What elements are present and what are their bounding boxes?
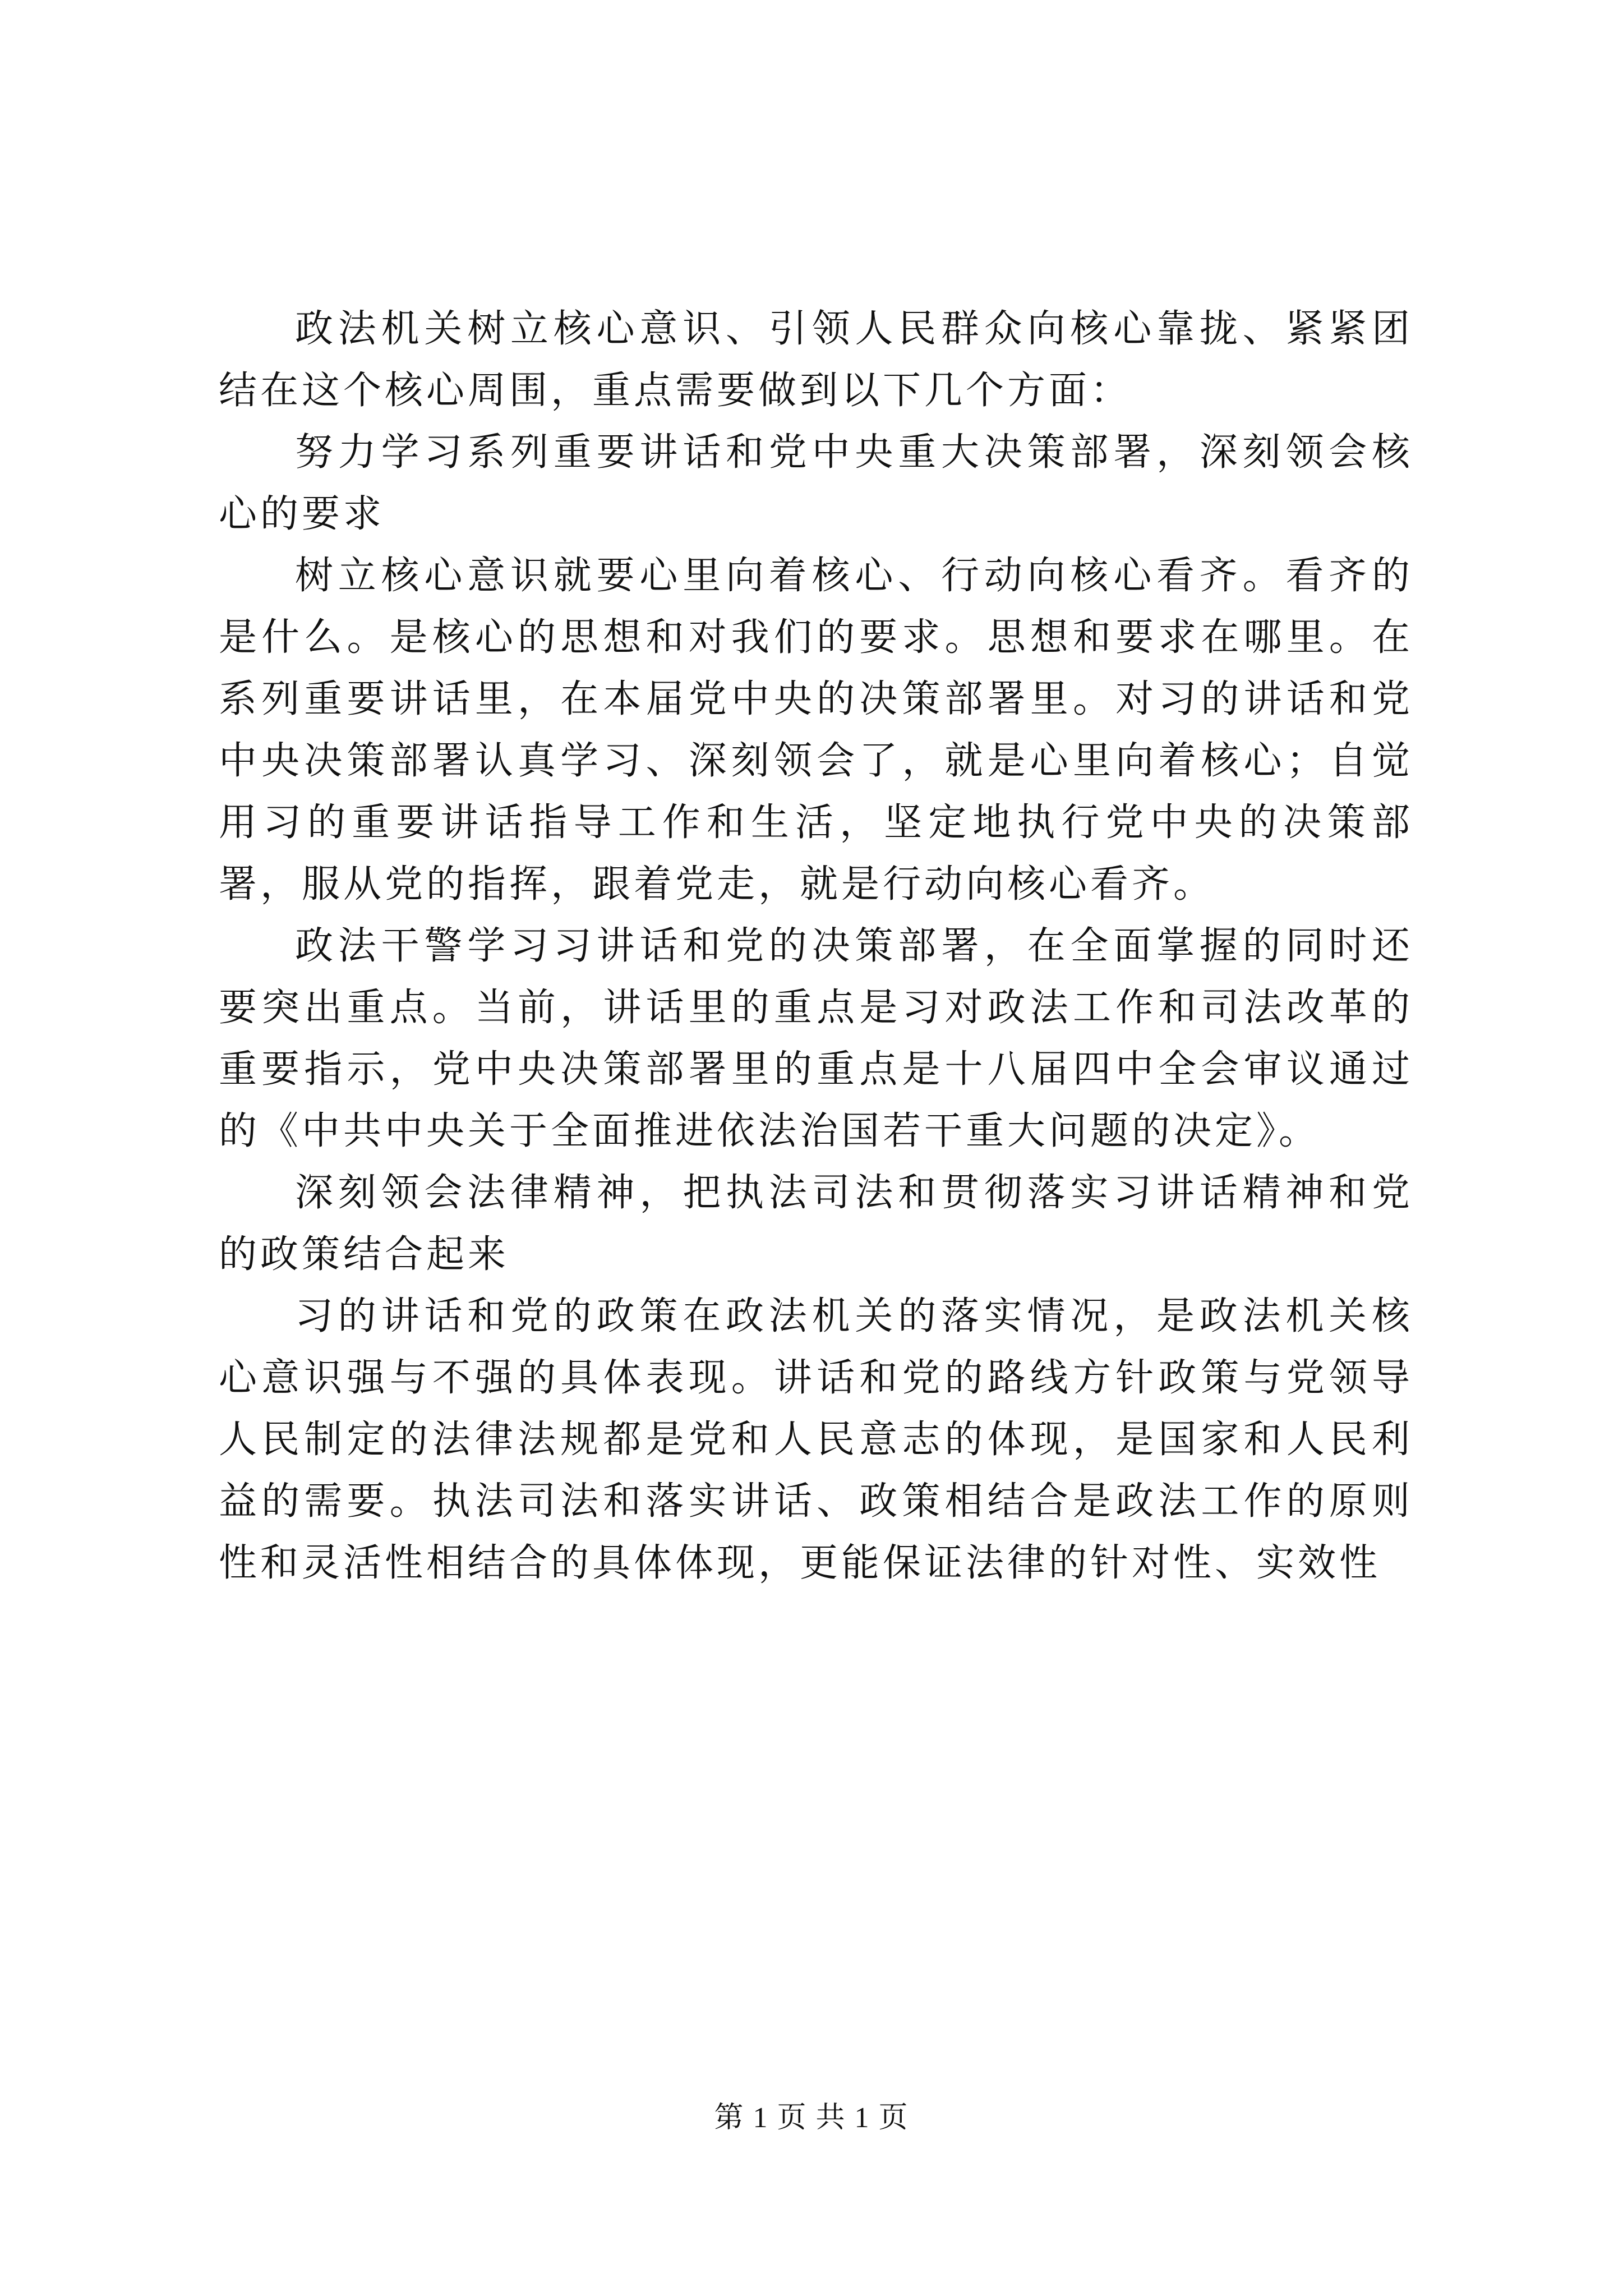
paragraph-study-focus: 政法干警学习习讲话和党的决策部署，在全面掌握的同时还要突出重点。当前，讲话里的重点是习对政法工作和司法改革的重要指示，党中央决策部署里的重点是十八届四中全会审议通过的《中共中央关于全面推进依法治国若干重大问题的决定》。 <box>219 924 1413 1153</box>
page-number-footer: 第 1 页 共 1 页 <box>714 2102 909 2134</box>
section-heading-2: 深刻领会法律精神，把执法司法和贯彻落实习讲话精神和党的政策结合起来 <box>219 1171 1413 1277</box>
paragraph-core-awareness: 树立核心意识就要心里向着核心、行动向核心看齐。看齐的是什么。是核心的思想和对我们的要求。思想和要求在哪里。在系列重要讲话里，在本届党中央的决策部署里。对习的讲话和党中央决策部署认真学习、深刻领会了，就是心里向着核心；自觉用习的重要讲话指导工作和生活，坚定地执行党中央的决策部署，服从党的指挥，跟着党走，就是行动向核心看齐。 <box>219 554 1413 907</box>
section-heading-1: 努力学习系列重要讲话和党中央重大决策部署，深刻领会核心的要求 <box>219 430 1413 536</box>
paragraph-intro: 政法机关树立核心意识、引领人民群众向核心靠拢、紧紧团结在这个核心周围，重点需要做到以下几个方面： <box>219 307 1413 413</box>
document-body <box>219 298 1413 1594</box>
paragraph-policy-implementation: 习的讲话和党的政策在政法机关的落实情况，是政法机关核心意识强与不强的具体表现。讲话和党的路线方针政策与党领导人民制定的法律法规都是党和人民意志的体现，是国家和人民利益的需要。执法司法和落实讲话、政策相结合是政法工作的原则性和灵活性相结合的具体体现，更能保证法律的针对性、实效性 <box>219 1294 1413 1585</box>
